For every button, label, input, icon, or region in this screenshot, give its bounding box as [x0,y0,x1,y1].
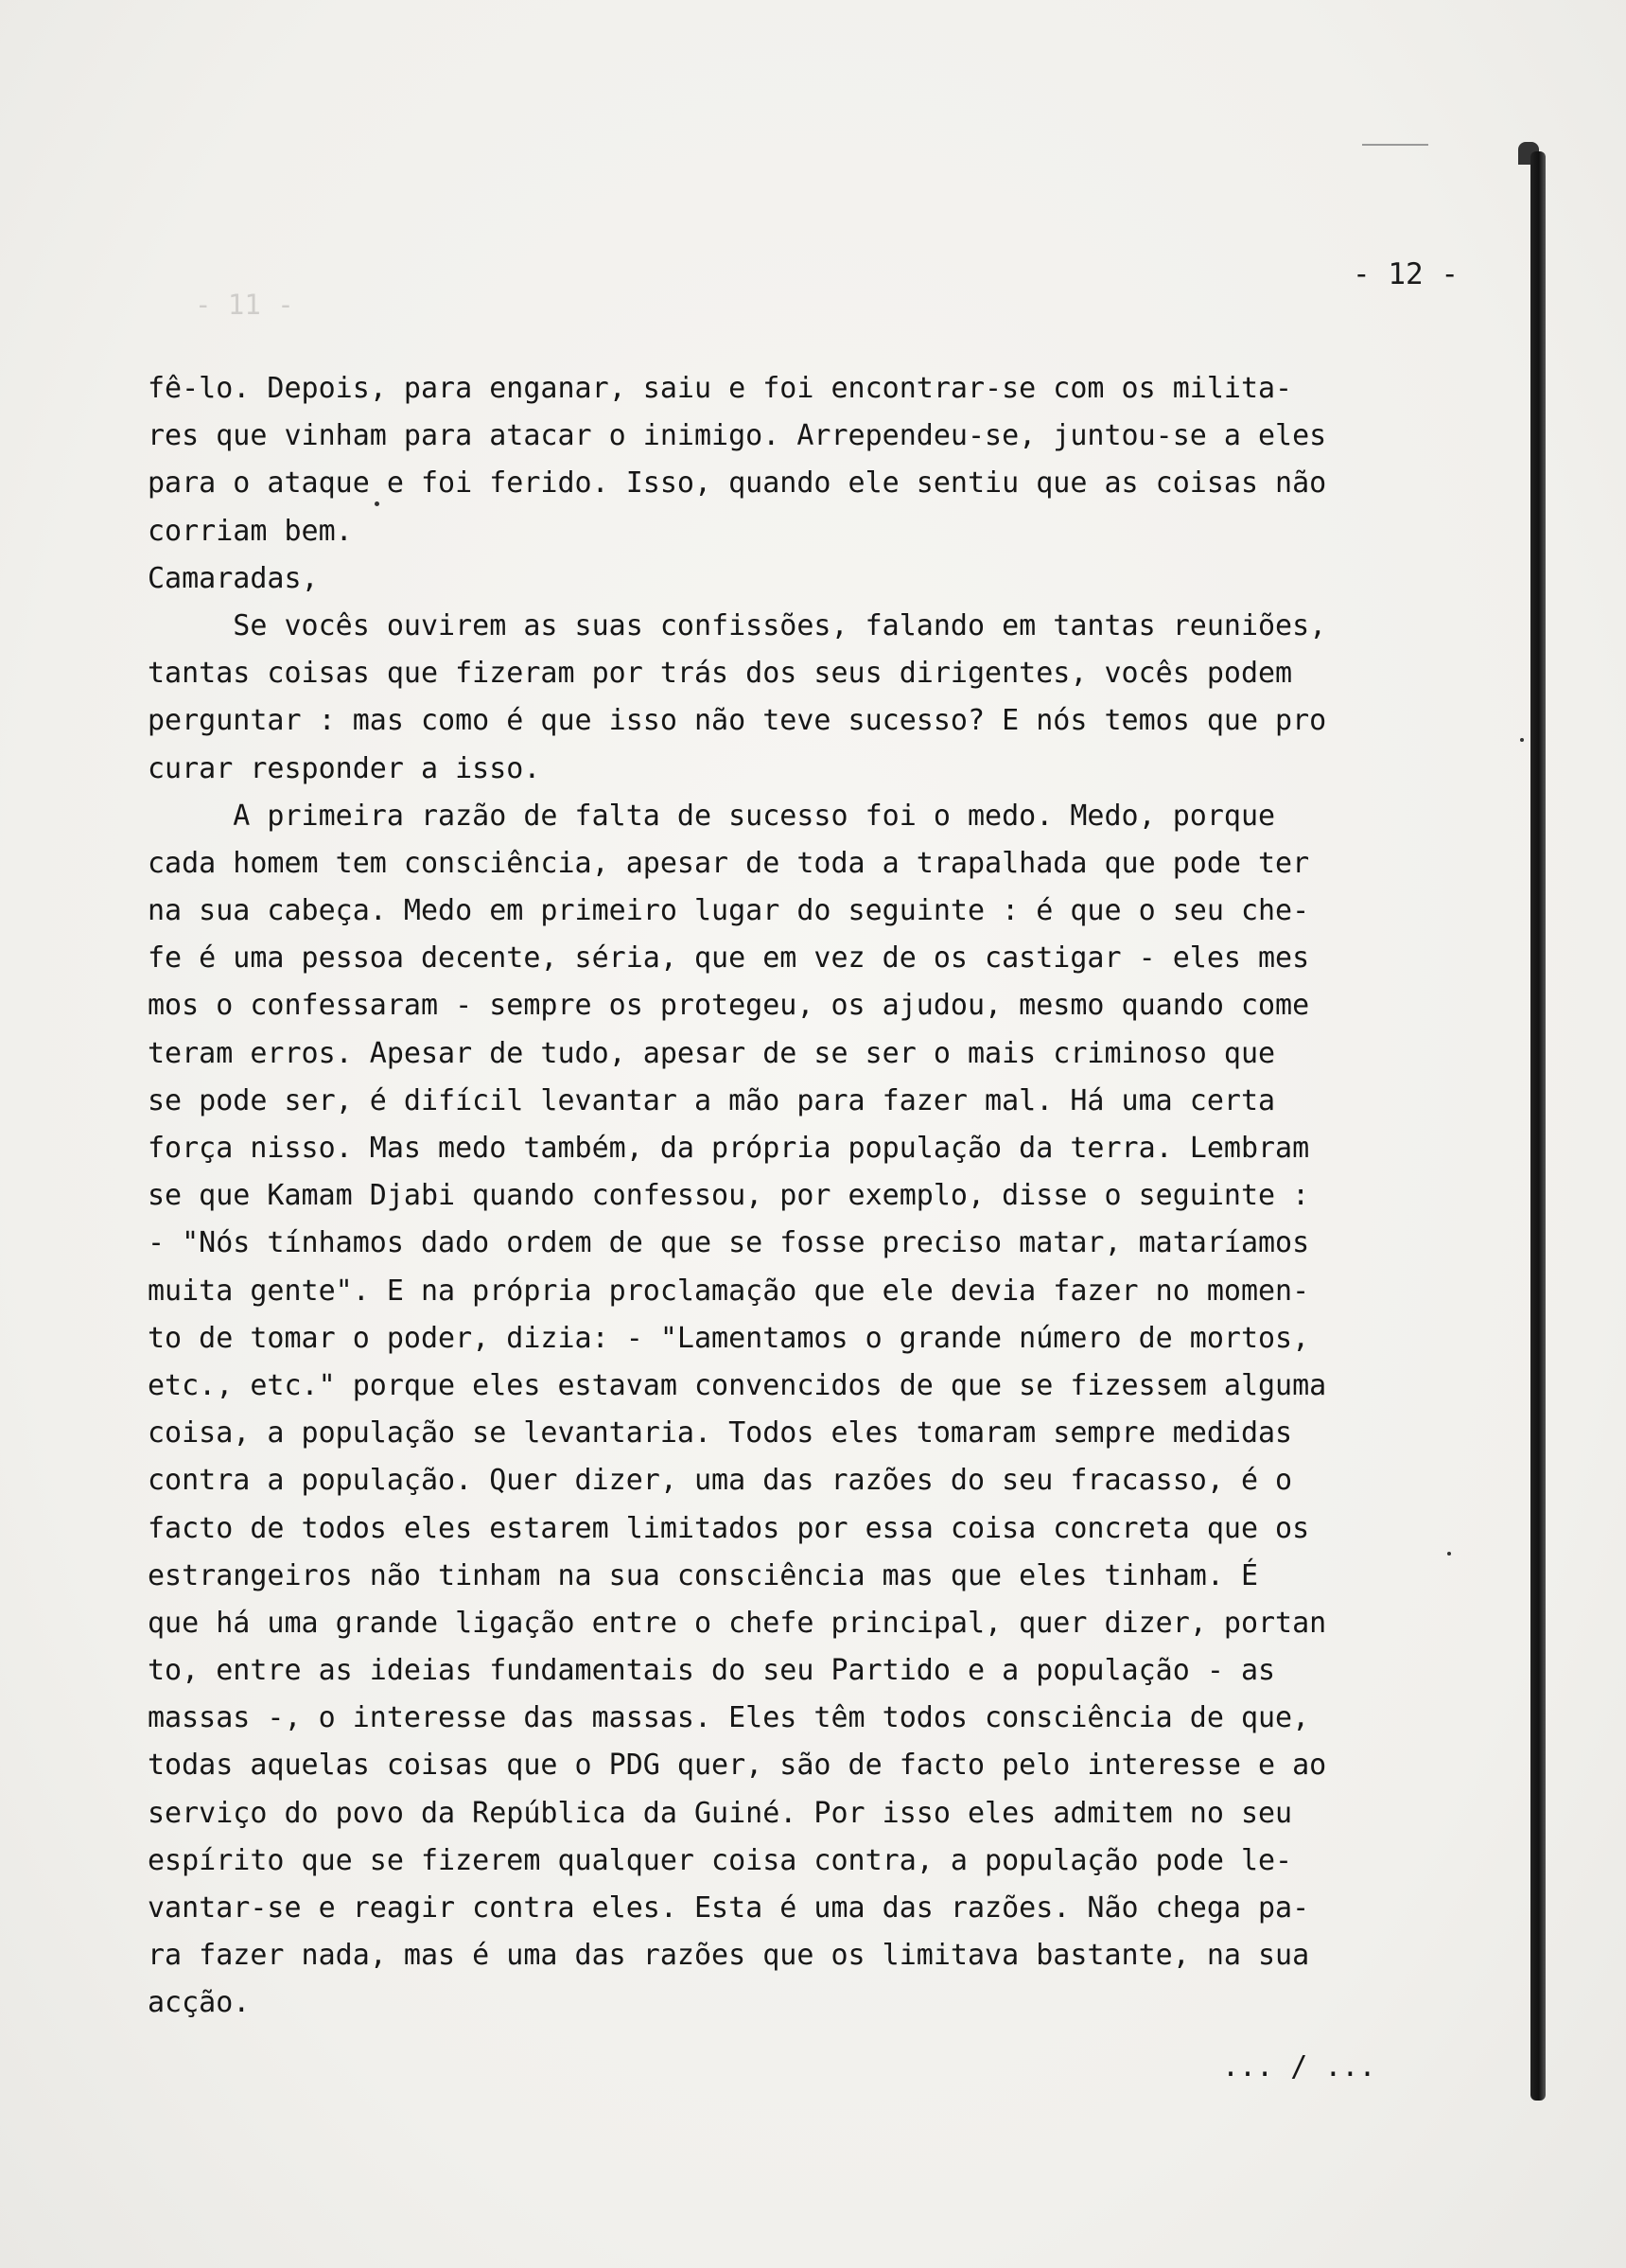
top-mark [1362,144,1428,146]
text-line: muita gente". E na própria proclamação que ele devia fazer no momen- [148,1274,1310,1308]
continuation-mark: ... / ... [1222,2050,1376,2083]
text-line: ra fazer nada, mas é uma das razões que os limitava bastante, na sua [148,1939,1310,1973]
text-line: estrangeiros não tinham na sua consciência mas que eles tinham. É [148,1558,1258,1592]
faded-page-number: - 11 - [195,289,294,321]
text-line: que há uma grande ligação entre o chefe principal, quer dizer, portan [148,1606,1327,1640]
text-line: Camaradas, [148,561,319,595]
page-edge-shadow [1530,151,1546,2101]
text-line: contra a população. Quer dizer, uma das razões do seu fracasso, é o [148,1464,1293,1498]
text-line: para o ataque e foi ferido. Isso, quando ele sentiu que as coisas não [148,466,1327,501]
page-number: - 12 - [1353,257,1459,291]
text-line: tantas coisas que fizeram por trás dos seus dirigentes, vocês podem [148,657,1293,691]
text-line: curar responder a isso. [148,751,541,785]
text-line: fê-lo. Depois, para enganar, saiu e foi encontrar-se com os milita- [148,372,1293,405]
text-line: A primeira razão de falta de sucesso foi o medo. Medo, porque [148,799,1276,833]
text-line: se que Kamam Djabi quando confessou, por exemplo, disse o seguinte : [148,1179,1310,1213]
text-line: coisa, a população se levantaria. Todos eles tomaram sempre medidas [148,1416,1293,1450]
text-line: etc., etc." porque eles estavam convencidos de que se fizessem alguma [148,1368,1327,1402]
text-line: mos o confessaram - sempre os protegeu, os ajudou, mesmo quando come [148,989,1310,1023]
text-line: força nisso. Mas medo também, da própria população da terra. Lembram [148,1132,1310,1165]
text-line: todas aquelas coisas que o PDG quer, são de facto pelo interesse e ao [148,1749,1327,1783]
speck-mark [1447,1552,1451,1556]
text-line: - "Nós tínhamos dado ordem de que se fosse preciso matar, mataríamos [148,1226,1310,1260]
text-line: corriam bem. [148,514,353,548]
text-line: facto de todos eles estarem limitados por essa coisa concreta que os [148,1511,1310,1545]
text-line: res que vinham para atacar o inimigo. Arrependeu-se, juntou-se a eles [148,419,1327,453]
text-line: perguntar : mas como é que isso não teve sucesso? E nós temos que pro [148,704,1327,738]
text-line: fe é uma pessoa decente, séria, que em vez de os castigar - eles mes [148,941,1310,976]
text-line: Se vocês ouvirem as suas confissões, falando em tantas reuniões, [148,608,1327,642]
text-line: to de tomar o poder, dizia: - "Lamentamos o grande número de mortos, [148,1321,1310,1355]
text-line: massas -, o interesse das massas. Eles têm todos consciência de que, [148,1701,1310,1735]
body-text [148,365,1500,2028]
speck-mark [1520,738,1524,742]
text-line: cada homem tem consciência, apesar de toda a trapalhada que pode ter [148,846,1310,880]
text-line: teram erros. Apesar de tudo, apesar de se ser o mais criminoso que [148,1036,1276,1070]
text-line: se pode ser, é difícil levantar a mão para fazer mal. Há uma certa [148,1083,1276,1117]
text-line: acção. [148,1986,251,2020]
text-line: serviço do povo da República da Guiné. Por isso eles admitem no seu [148,1796,1293,1830]
text-line: na sua cabeça. Medo em primeiro lugar do seguinte : é que o seu che- [148,894,1310,928]
speck-mark [375,501,379,506]
text-line: vantar-se e reagir contra eles. Esta é uma das razões. Não chega pa- [148,1891,1310,1925]
text-line: espírito que se fizerem qualquer coisa contra, a população pode le- [148,1843,1293,1877]
text-line: to, entre as ideias fundamentais do seu Partido e a população - as [148,1654,1276,1688]
